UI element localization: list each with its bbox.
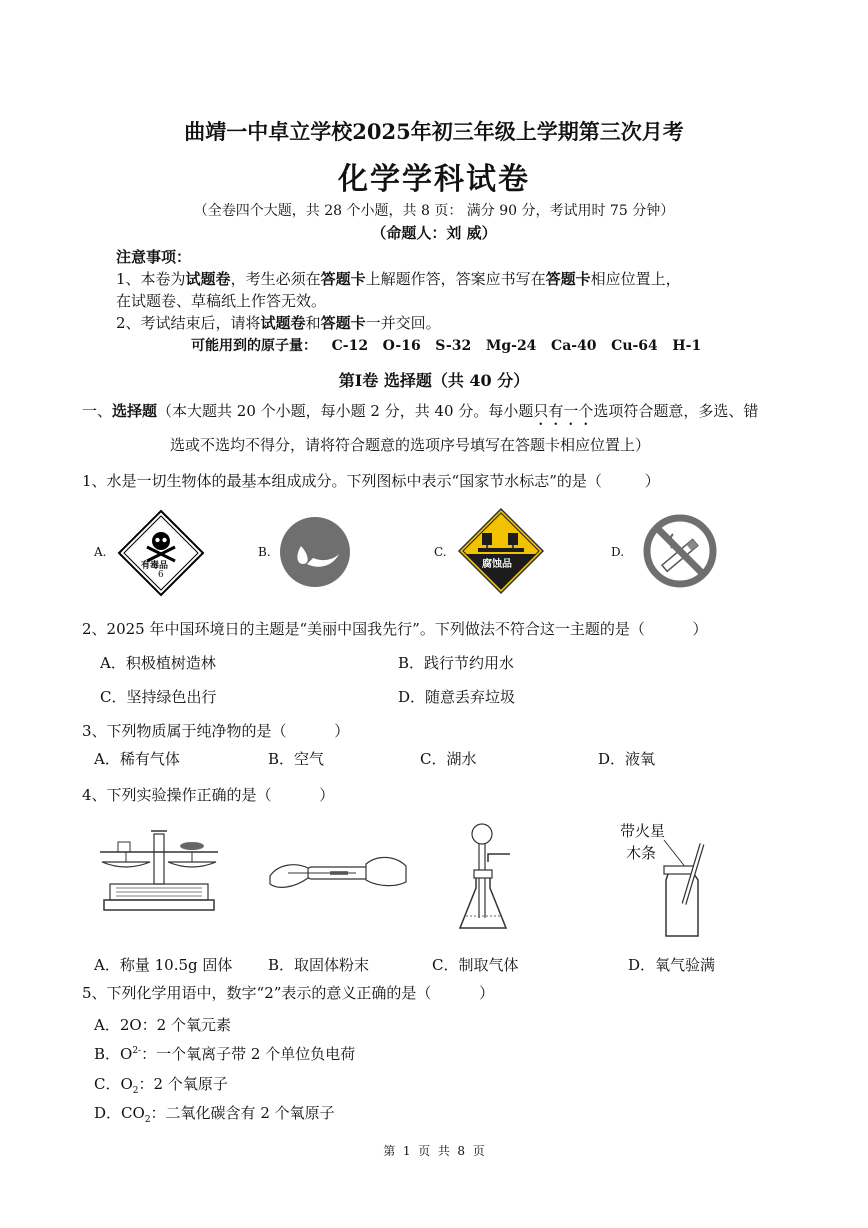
note-1-line2: 在试题卷、草稿纸上作答无效。 xyxy=(116,292,327,310)
section-1-intro-line2: 选或不选均不得分，请将符合题意的选项序号填写在答题卡相应位置上） xyxy=(170,436,651,454)
atomic-mass-line: 可能用到的原子量： C-12 O-16 S-32 Mg-24 Ca-40 Cu-64 H-1 xyxy=(191,338,702,354)
q5-stem: 5、下列化学用语中，数字“2”表示的意义正确的是（ ） xyxy=(82,984,495,1002)
q3-stem: 3、下列物质属于纯净物的是（ ） xyxy=(82,722,350,740)
q5-option-c: C．$O_2$：2 个氧原子 xyxy=(94,1075,228,1096)
oxygen-test-icon xyxy=(660,838,720,942)
toxic-sign-icon xyxy=(118,510,204,596)
balance-scale-icon xyxy=(96,826,222,914)
section-1-heading: 第Ⅰ卷 选择题（共 40 分） xyxy=(338,371,530,390)
q1-label-a: A. xyxy=(94,545,107,559)
school-title: 曲靖一中卓立学校2025年初三年级上学期第三次月考 xyxy=(184,119,684,144)
section-1-intro: 一、选择题（本大题共 20 个小题，每小题 2 分，共 40 分。每小题只有一个选项符合题意，多选、错 xyxy=(82,402,759,420)
q3-option-b: B．空气 xyxy=(268,750,325,768)
q3-option-d: D．液氧 xyxy=(598,750,656,768)
author: （命题人：刘 威） xyxy=(371,224,497,242)
toxic-sign-text: 有毒品 xyxy=(141,561,169,571)
q4-option-b: B．取固体粉末 xyxy=(268,956,370,974)
q3-option-c: C．湖水 xyxy=(420,750,477,768)
notes-heading: 注意事项： xyxy=(116,248,192,266)
corrosive-sign-text: 腐蚀品 xyxy=(482,559,512,570)
corrosive-sign-icon xyxy=(458,508,544,594)
label-wood-strip: 木条 xyxy=(626,844,657,862)
q5-option-d: D．$CO_2$：二氧化碳含有 2 个氧原子 xyxy=(94,1104,335,1125)
note-1: 1、本卷为试题卷，考生必须在答题卡上解题作答，答案应书写在答题卡相应位置上， xyxy=(116,270,681,288)
q4-stem: 4、下列实验操作正确的是（ ） xyxy=(82,786,335,804)
no-smoking-icon xyxy=(643,514,717,588)
q1-stem: 1、水是一切生物体的最基本组成成分。下列图标中表示“国家节水标志”的是（ ） xyxy=(82,472,660,490)
page-number: 第 1 页 共 8 页 xyxy=(383,1144,485,1158)
gas-generation-icon xyxy=(456,822,526,936)
q2-option-c: C．坚持绿色出行 xyxy=(100,688,217,706)
q5-option-b: B．$O^{2-}$：一个氧离子带 2 个单位负电荷 xyxy=(94,1045,356,1063)
label-glowing-splint: 带火星 xyxy=(620,822,666,840)
q1-label-d: D. xyxy=(611,545,625,559)
q5-option-a: A．2O：2 个氧元素 xyxy=(94,1016,231,1034)
q4-option-c: C．制取气体 xyxy=(432,956,519,974)
toxic-sign-class: 6 xyxy=(158,570,164,580)
exam-info: （全卷四个大题，共 28 个小题，共 8 页： 满分 90 分，考试用时 75 分钟） xyxy=(193,203,675,219)
powder-sampling-icon xyxy=(268,848,408,898)
q4-option-a: A．称量 10.5g 固体 xyxy=(94,956,233,974)
q2-option-d: D．随意丢弃垃圾 xyxy=(398,688,516,706)
q1-label-c: C. xyxy=(434,545,447,559)
q2-option-b: B．践行节约用水 xyxy=(398,654,515,672)
note-2: 2、考试结束后，请将试题卷和答题卡一并交回。 xyxy=(116,314,441,332)
water-saving-icon xyxy=(279,516,351,588)
q4-option-d: D．氧气验满 xyxy=(628,956,716,974)
q2-stem: 2、2025 年中国环境日的主题是“美丽中国我先行”。下列做法不符合这一主题的是（ ） xyxy=(82,620,708,638)
q3-option-a: A．稀有气体 xyxy=(94,750,180,768)
subject-title: 化学学科试卷 xyxy=(338,162,530,197)
q1-label-b: B. xyxy=(258,545,271,559)
q2-option-a: A．积极植树造林 xyxy=(100,654,216,672)
